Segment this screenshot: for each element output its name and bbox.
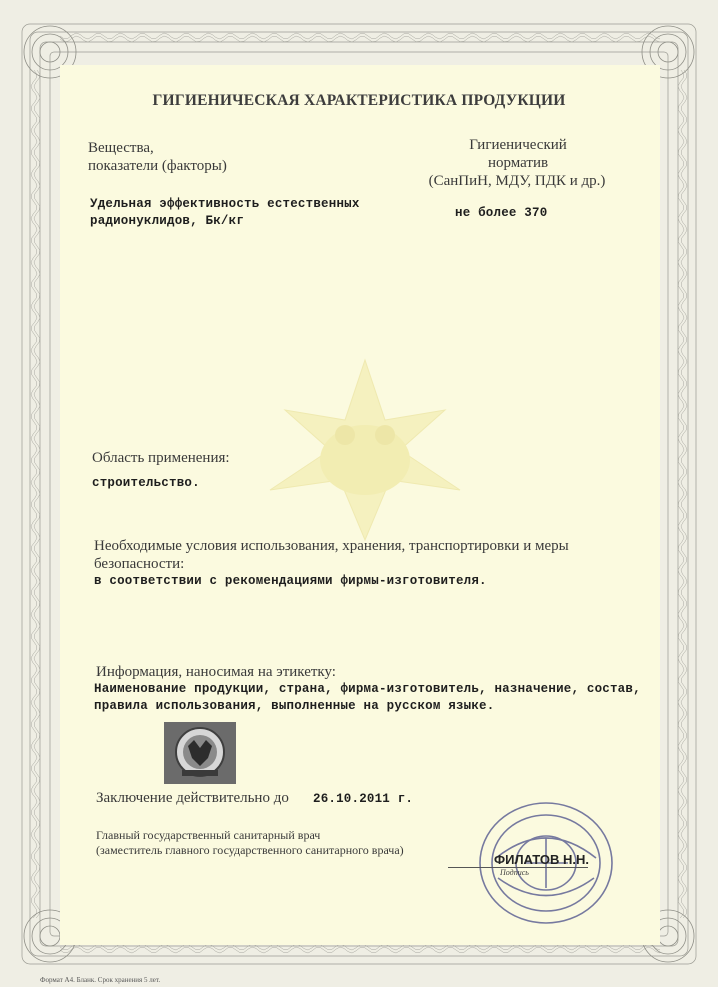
conditions-value: в соответствии с рекомендациями фирмы-изготовителя.	[94, 574, 487, 588]
doctor-title-line-2: (заместитель главного государственного санитарного врача)	[96, 843, 404, 857]
right-header-line-1: Гигиенический	[469, 137, 567, 153]
label-info-value-line-1: Наименование продукции, страна, фирма-изготовитель, назначение, состав,	[94, 682, 641, 696]
signature-caption: Подпись	[500, 868, 529, 877]
conditions-label-line-1: Необходимые условия использования, хранения, транспортировки и меры	[94, 538, 569, 554]
substance-line-1: Удельная эффективность естественных	[90, 197, 360, 211]
left-header-line-1: Вещества,	[88, 140, 154, 156]
scope-label: Область применения:	[92, 450, 230, 466]
norm-value: не более 370	[455, 206, 548, 220]
left-header-line-2: показатели (факторы)	[88, 158, 227, 174]
footer-note: Формат А4. Бланк. Срок хранения 5 лет.	[40, 976, 161, 984]
scope-value: строительство.	[92, 476, 200, 490]
signatory-name: ФИЛАТОВ Н.Н.	[494, 852, 590, 867]
right-header-line-3: (СанПиН, МДУ, ПДК и др.)	[428, 173, 606, 189]
doctor-title-line-1: Главный государственный санитарный врач	[96, 828, 321, 842]
label-info-value-line-2: правила использования, выполненные на русском языке.	[94, 699, 495, 713]
label-info-label: Информация, наносимая на этикетку:	[96, 664, 336, 680]
double-headed-eagle-watermark-icon	[245, 350, 485, 550]
conditions-label-line-2: безопасности:	[94, 556, 185, 572]
substance-line-2: радионуклидов, Бк/кг	[90, 214, 245, 228]
document-title: ГИГИЕНИЧЕСКАЯ ХАРАКТЕРИСТИКА ПРОДУКЦИИ	[152, 92, 566, 109]
right-header-line-2: норматив	[487, 155, 549, 171]
eagle-hologram-icon	[164, 722, 236, 784]
validity-label: Заключение действительно до	[96, 790, 289, 806]
validity-date: 26.10.2011 г.	[313, 792, 414, 806]
